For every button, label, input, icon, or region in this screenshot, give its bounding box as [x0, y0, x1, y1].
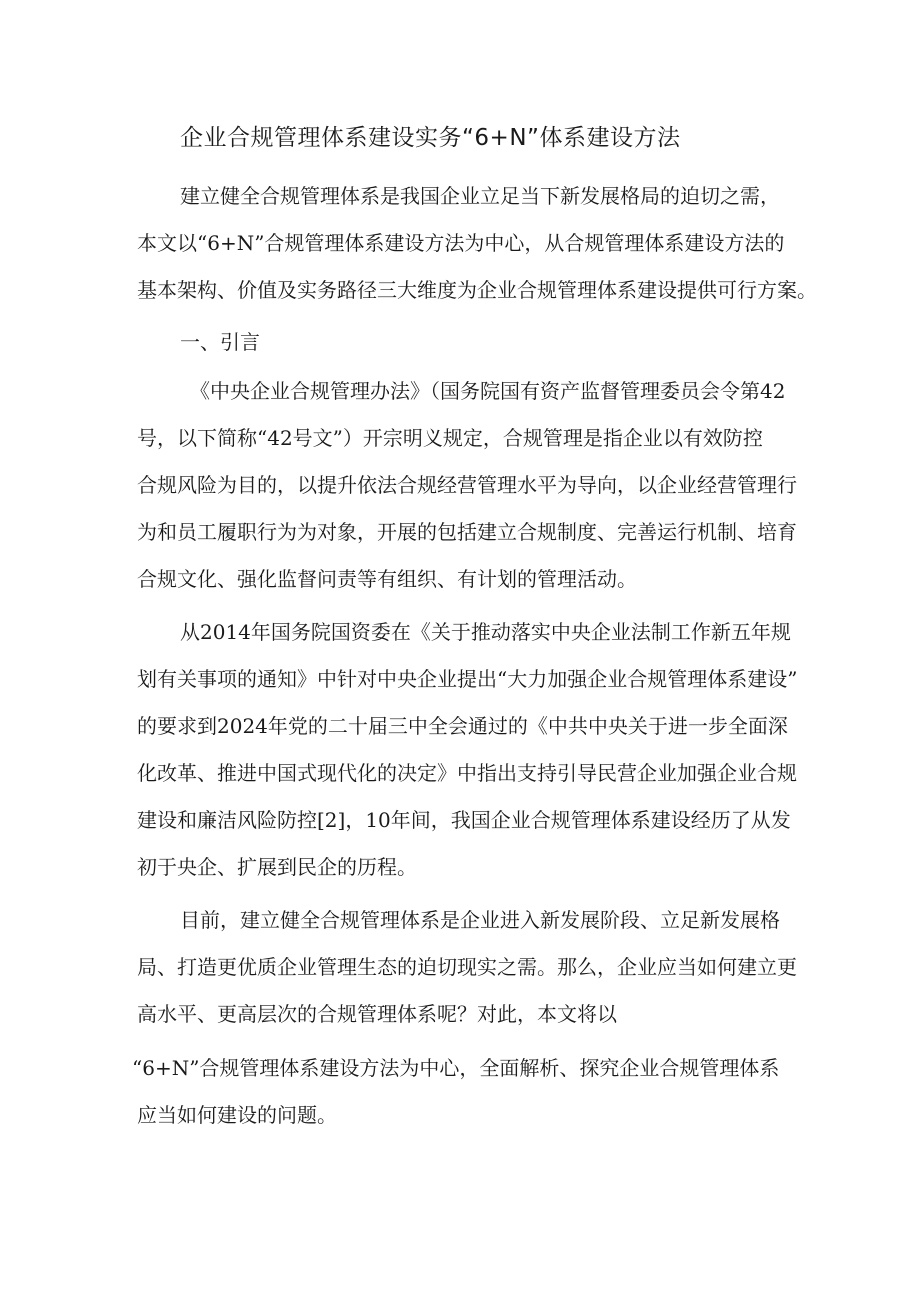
paragraph-line: 初于央企、扩展到民企的历程。: [137, 855, 417, 879]
paragraph-line: 为和员工履职行为为对象，开展的包括建立合规制度、完善运行机制、培育: [137, 520, 797, 544]
paragraph-line: 化改革、推进中国式现代化的决定》中指出支持引导民营企业加强企业合规: [137, 761, 797, 785]
paragraph-line: “6+N”合规管理体系建设方法为中心，全面解析、探究企业合规管理体系: [132, 1056, 780, 1080]
abstract-line: 建立健全合规管理体系是我国企业立足当下新发展格局的迫切之需，: [180, 184, 780, 208]
paragraph-line: 高水平、更高层次的合规管理体系呢？对此，本文将以: [137, 1002, 617, 1026]
paragraph-line: 合规文化、强化监督问责等有组织、有计划的管理活动。: [137, 567, 637, 591]
section-heading: 一、引言: [180, 330, 260, 354]
abstract-line: 基本架构、价值及实务路径三大维度为企业合规管理体系建设提供可行方案。: [137, 278, 817, 302]
paragraph-line: 划有关事项的通知》中针对中央企业提出“大力加强企业合规管理体系建设”: [137, 667, 798, 691]
paragraph-line: 目前，建立健全合规管理体系是企业进入新发展阶段、立足新发展格: [180, 908, 780, 932]
paragraph-line: 号，以下简称“42号文”）开宗明义规定，合规管理是指企业以有效防控: [137, 426, 763, 450]
abstract-line: 本文以“6+N”合规管理体系建设方法为中心，从合规管理体系建设方法的: [137, 231, 785, 255]
paragraph-line: 建设和廉洁风险防控[2]，10年间，我国企业合规管理体系建设经历了从发: [137, 808, 791, 832]
paragraph-line: 从2014年国务院国资委在《关于推动落实中央企业法制工作新五年规: [180, 620, 791, 644]
paragraph-line: 合规风险为目的，以提升依法合规经营管理水平为导向，以企业经营管理行: [137, 473, 797, 497]
paragraph-line: 局、打造更优质企业管理生态的迫切现实之需。那么，企业应当如何建立更: [137, 955, 797, 979]
document-title: 企业合规管理体系建设实务“6+N”体系建设方法: [180, 125, 681, 151]
paragraph-line: 应当如何建设的问题。: [137, 1103, 337, 1127]
paragraph-line: 《中央企业合规管理办法》（国务院国有资产监督管理委员会令第42: [190, 379, 786, 403]
paragraph-line: 的要求到2024年党的二十届三中全会通过的《中共中央关于进一步全面深: [137, 714, 788, 738]
